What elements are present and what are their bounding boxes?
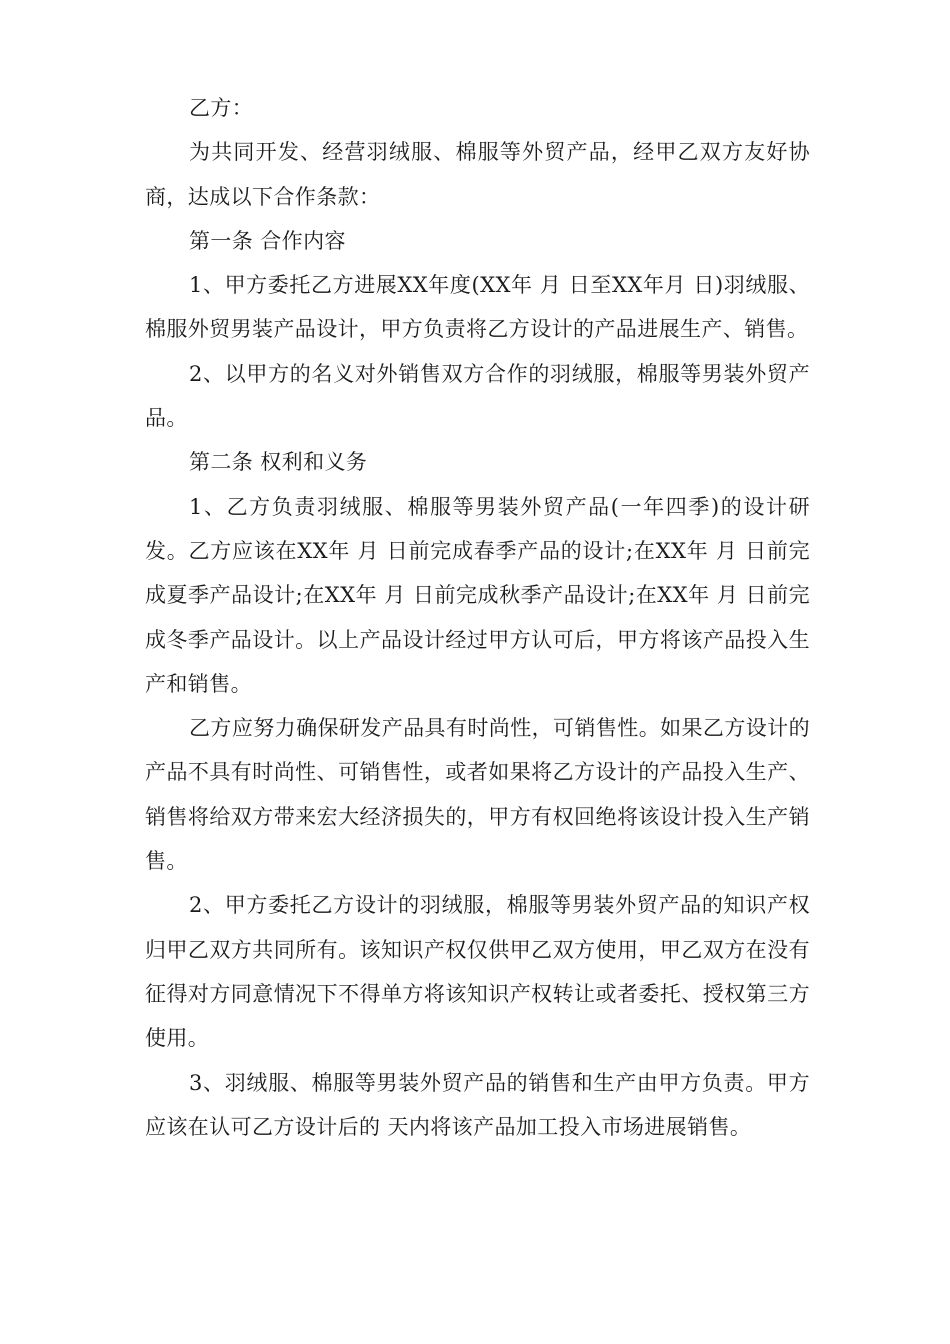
article-1-clause-2: 2、以甲方的名义对外销售双方合作的羽绒服，棉服等男装外贸产品。 (145, 361, 810, 431)
article-2-clause-2: 2、甲方委托乙方设计的羽绒服，棉服等男装外贸产品的知识产权归甲乙双方共同所有。该知识产权仅供甲乙双方使用，甲乙双方在没有征得对方同意情况下不得单方将该知识产权转让或者委托、授权第三方使用。 (145, 893, 810, 1051)
document-body (145, 86, 810, 1149)
article-2-heading: 第二条 权利和义务 (189, 450, 368, 475)
article-2-clause-1: 1、乙方负责羽绒服、棉服等男装外贸产品(一年四季)的设计研发。乙方应该在XX年 月 日前完成春季产品的设计;在XX年 月 日前完成夏季产品设计;在XX年 月 日前完成秋季产品设计;在XX年 月 日前完成冬季产品设计。以上产品设计经过甲方认可后，甲方将该产品投入生产和销售。 (145, 494, 810, 696)
article-2-clause-1-continued: 乙方应努力确保研发产品具有时尚性，可销售性。如果乙方设计的产品不具有时尚性、可销售性，或者如果将乙方设计的产品投入生产、销售将给双方带来宏大经济损失的，甲方有权回绝将该设计投入生产销售。 (145, 716, 810, 874)
party-b-label: 乙方： (189, 96, 254, 120)
article-1-heading: 第一条 合作内容 (189, 228, 346, 253)
article-2-clause-3: 3、羽绒服、棉服等男装外贸产品的销售和生产由甲方负责。甲方应该在认可乙方设计后的 天内将该产品加工投入市场进展销售。 (145, 1070, 810, 1139)
preamble-paragraph: 为共同开发、经营羽绒服、棉服等外贸产品，经甲乙双方友好协商，达成以下合作条款： (145, 140, 810, 209)
article-1-clause-1: 1、甲方委托乙方进展XX年度(XX年 月 日至XX年月 日)羽绒服、棉服外贸男装产品设计，甲方负责将乙方设计的产品进展生产、销售。 (145, 273, 810, 342)
